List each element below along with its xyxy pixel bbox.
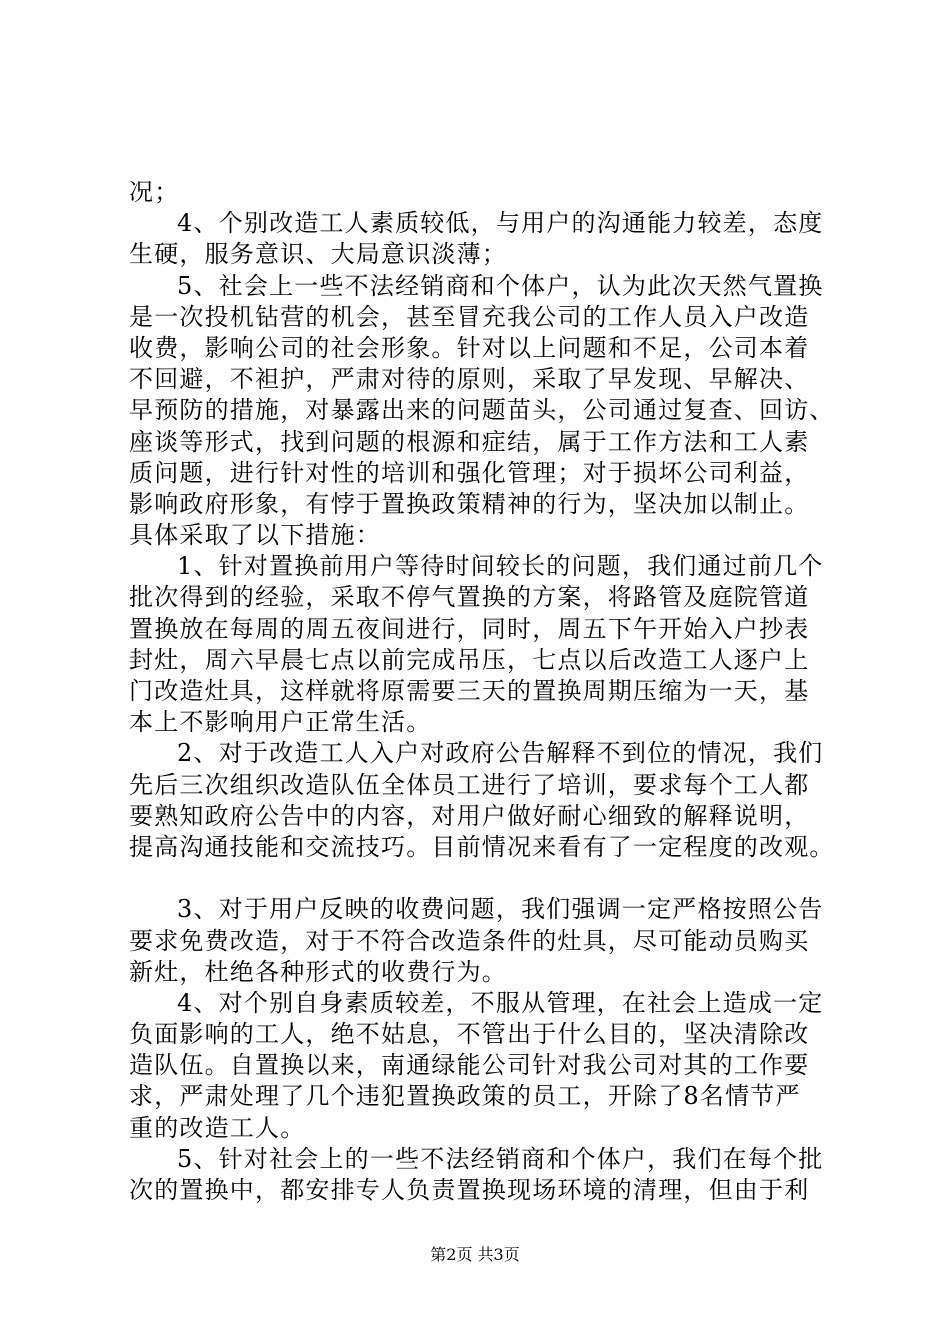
paragraph-line: 是一次投机钻营的机会，甚至冒充我公司的工作人员入户改造 [129,302,810,331]
paragraph-line: 3、对于用户反映的收费问题，我们强调一定严格按照公告 [177,895,824,924]
paragraph-line: 2、对于改造工人入户对政府公告解释不到位的情况，我们 [177,739,824,768]
paragraph-line: 具体采取了以下措施： [129,521,381,550]
paragraph-line: 早预防的措施，对暴露出来的问题苗头，公司通过复查、回访、 [129,396,835,425]
blank-line [129,863,829,894]
paragraph-line: 批次得到的经验，采取不停气置换的方案，将路管及庭院管道 [129,583,810,612]
paragraph-line: 不回避，不袒护，严肃对待的原则，采取了早发现、早解决、 [129,365,810,394]
paragraph-line: 造队伍。自置换以来，南通绿能公司针对我公司对其的工作要 [129,1051,810,1080]
paragraph-line: 质问题，进行针对性的培训和强化管理；对于损坏公司利益， [129,458,810,487]
paragraph-line: 新灶，杜绝各种形式的收费行为。 [129,957,507,986]
paragraph-line: 本上不影响用户正常生活。 [129,708,432,737]
paragraph-line: 收费，影响公司的社会形象。针对以上问题和不足，公司本着 [129,333,810,362]
paragraph-line: 座谈等形式，找到问题的根源和症结，属于工作方法和工人素 [129,427,810,456]
paragraph-line: 先后三次组织改造队伍全体员工进行了培训，要求每个工人都 [129,770,810,799]
paragraph-line: 生硬，服务意识、大局意识淡薄； [129,240,507,269]
paragraph-line: 影响政府形象，有悖于置换政策精神的行为，坚决加以制止。 [129,489,810,518]
document-body [129,177,835,1206]
paragraph-line: 5、社会上一些不法经销商和个体户，认为此次天然气置换 [177,271,824,300]
paragraph-line: 门改造灶具，这样就将原需要三天的置换周期压缩为一天，基 [129,677,810,705]
paragraph-line: 置换放在每周的周五夜间进行，同时，周五下午开始入户抄表 [129,614,810,643]
paragraph-line: 次的置换中，都安排专人负责置换现场环境的清理，但由于利 [129,1176,810,1204]
paragraph-line: 要熟知政府公告中的内容，对用户做好耐心细致的解释说明， [129,801,810,830]
paragraph-line: 要求免费改造，对于不符合改造条件的灶具，尽可能动员购买 [129,926,810,955]
paragraph-line: 封灶，周六早晨七点以前完成吊压，七点以后改造工人逐户上 [129,645,810,674]
paragraph-line: 1、针对置换前用户等待时间较长的问题，我们通过前几个 [177,552,824,581]
paragraph-line: 4、个别改造工人素质较低，与用户的沟通能力较差，态度 [177,209,824,238]
paragraph-line: 提高沟通技能和交流技巧。目前情况来看有了一定程度的改观。 [129,832,835,861]
paragraph-line: 求，严肃处理了几个违犯置换政策的员工，开除了8名情节严 [129,1082,801,1111]
paragraph-line: 5、针对社会上的一些不法经销商和个体户，我们在每个批 [177,1144,824,1173]
page-number-footer: 第2页 共3页 [430,1245,520,1264]
paragraph-line: 况； [129,178,180,206]
paragraph-line: 负面影响的工人，绝不姑息，不管出于什么目的，坚决清除改 [129,1020,810,1049]
paragraph-line: 重的改造工人。 [129,1113,306,1142]
paragraph-line: 4、对个别自身素质较差，不服从管理，在社会上造成一定 [177,988,824,1017]
